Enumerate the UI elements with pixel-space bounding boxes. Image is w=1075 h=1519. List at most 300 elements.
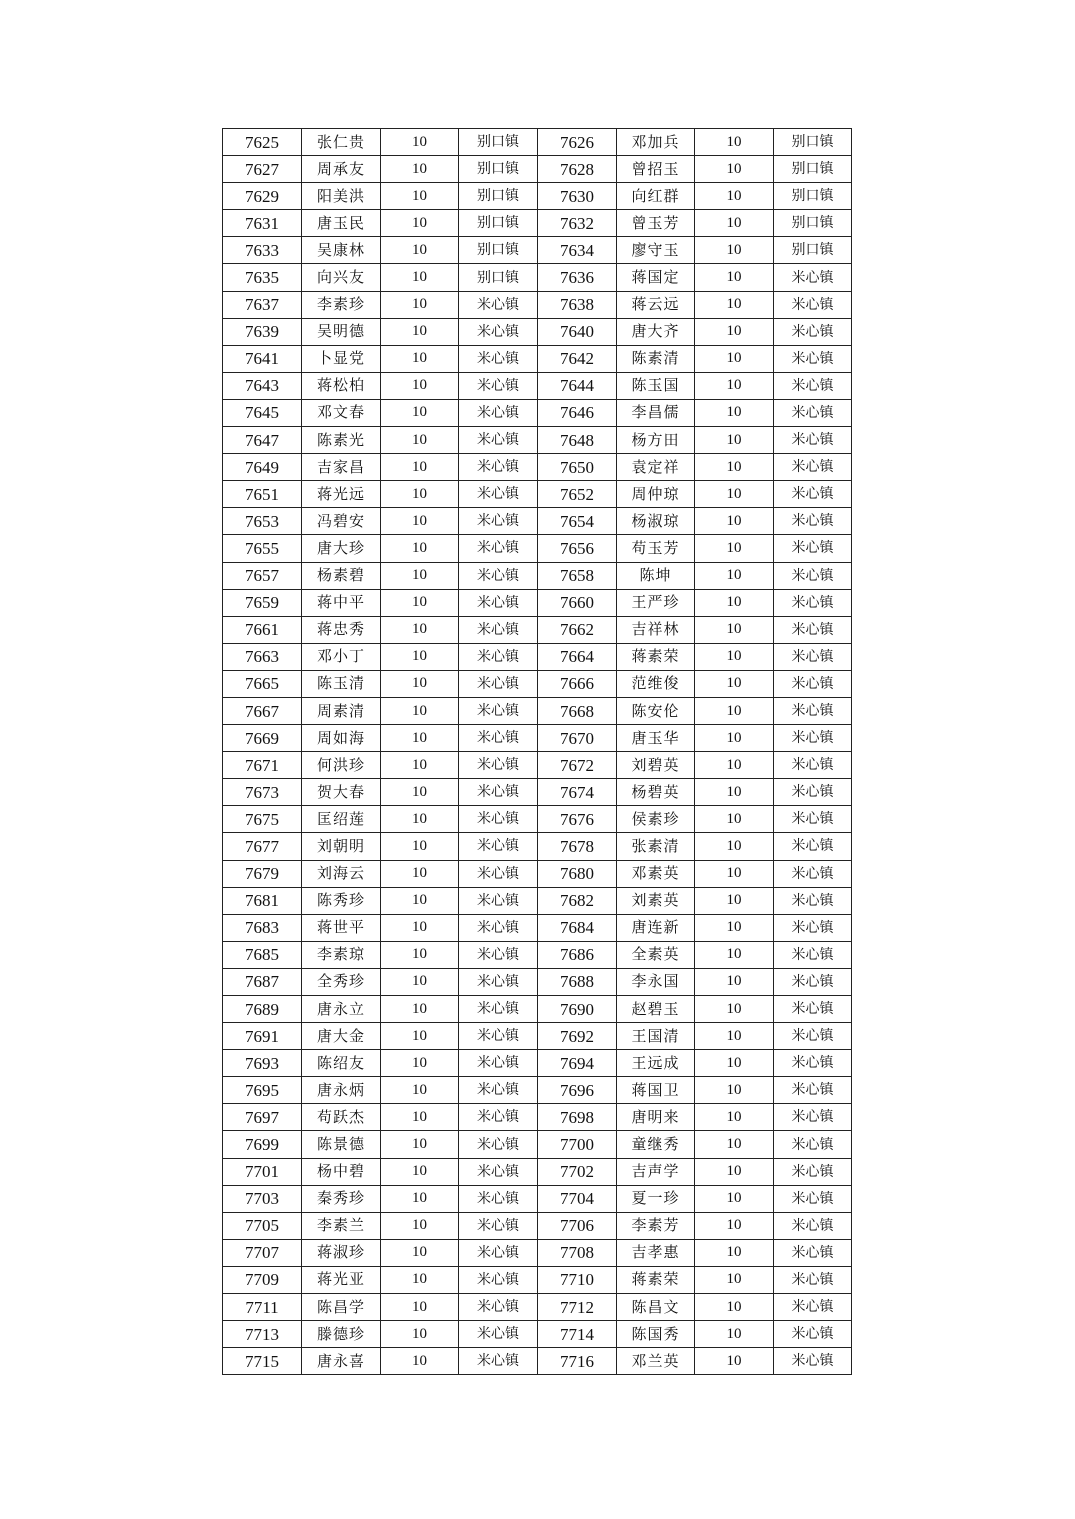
- id-cell: 7632: [538, 210, 617, 237]
- table-row: [223, 670, 852, 697]
- amount-cell: 10: [695, 616, 774, 643]
- amount-cell: 10: [381, 860, 459, 887]
- name-cell: 全素英: [617, 941, 695, 968]
- amount-cell: 10: [695, 1104, 774, 1131]
- town-cell: 米心镇: [774, 887, 852, 914]
- id-cell: 7630: [538, 183, 617, 210]
- amount-cell: 10: [381, 345, 459, 372]
- amount-cell: 10: [381, 1212, 459, 1239]
- table-row: [223, 1212, 852, 1239]
- town-cell: 米心镇: [459, 1023, 538, 1050]
- name-cell: 杨方田: [617, 427, 695, 454]
- name-cell: 张素清: [617, 833, 695, 860]
- amount-cell: 10: [381, 1239, 459, 1266]
- name-cell: 吴明德: [302, 318, 381, 345]
- table-row: [223, 1077, 852, 1104]
- amount-cell: 10: [695, 399, 774, 426]
- name-cell: 李素珍: [302, 291, 381, 318]
- id-cell: 7703: [223, 1185, 302, 1212]
- name-cell: 蒋世平: [302, 914, 381, 941]
- amount-cell: 10: [695, 183, 774, 210]
- name-cell: 贺大春: [302, 779, 381, 806]
- table-row: [223, 562, 852, 589]
- town-cell: 米心镇: [459, 589, 538, 616]
- town-cell: 米心镇: [459, 860, 538, 887]
- amount-cell: 10: [695, 1294, 774, 1321]
- id-cell: 7685: [223, 941, 302, 968]
- town-cell: 米心镇: [459, 372, 538, 399]
- id-cell: 7706: [538, 1212, 617, 1239]
- town-cell: 米心镇: [774, 1050, 852, 1077]
- town-cell: 米心镇: [459, 887, 538, 914]
- table-row: [223, 941, 852, 968]
- name-cell: 蒋中平: [302, 589, 381, 616]
- table-body: [223, 129, 852, 1375]
- id-cell: 7684: [538, 914, 617, 941]
- name-cell: 吉家昌: [302, 454, 381, 481]
- name-cell: 邓兰英: [617, 1348, 695, 1375]
- id-cell: 7714: [538, 1321, 617, 1348]
- id-cell: 7664: [538, 643, 617, 670]
- name-cell: 杨碧英: [617, 779, 695, 806]
- table-row: [223, 806, 852, 833]
- table-row: [223, 1239, 852, 1266]
- id-cell: 7649: [223, 454, 302, 481]
- amount-cell: 10: [695, 237, 774, 264]
- town-cell: 米心镇: [774, 508, 852, 535]
- name-cell: 侯素珍: [617, 806, 695, 833]
- amount-cell: 10: [695, 779, 774, 806]
- id-cell: 7681: [223, 887, 302, 914]
- name-cell: 陈景德: [302, 1131, 381, 1158]
- town-cell: 米心镇: [774, 562, 852, 589]
- town-cell: 米心镇: [774, 779, 852, 806]
- town-cell: 米心镇: [459, 318, 538, 345]
- amount-cell: 10: [695, 264, 774, 291]
- town-cell: 别口镇: [459, 264, 538, 291]
- town-cell: 米心镇: [774, 914, 852, 941]
- id-cell: 7700: [538, 1131, 617, 1158]
- town-cell: 米心镇: [774, 1185, 852, 1212]
- id-cell: 7641: [223, 345, 302, 372]
- amount-cell: 10: [381, 508, 459, 535]
- amount-cell: 10: [381, 427, 459, 454]
- id-cell: 7707: [223, 1239, 302, 1266]
- amount-cell: 10: [381, 643, 459, 670]
- amount-cell: 10: [695, 643, 774, 670]
- name-cell: 陈国秀: [617, 1321, 695, 1348]
- id-cell: 7637: [223, 291, 302, 318]
- town-cell: 米心镇: [459, 725, 538, 752]
- amount-cell: 10: [695, 372, 774, 399]
- name-cell: 匡绍莲: [302, 806, 381, 833]
- table-row: [223, 264, 852, 291]
- town-cell: 米心镇: [774, 1077, 852, 1104]
- table-row: [223, 454, 852, 481]
- id-cell: 7636: [538, 264, 617, 291]
- table-row: [223, 1158, 852, 1185]
- id-cell: 7656: [538, 535, 617, 562]
- id-cell: 7658: [538, 562, 617, 589]
- town-cell: 别口镇: [459, 156, 538, 183]
- name-cell: 周如海: [302, 725, 381, 752]
- town-cell: 米心镇: [459, 806, 538, 833]
- id-cell: 7673: [223, 779, 302, 806]
- amount-cell: 10: [695, 914, 774, 941]
- amount-cell: 10: [381, 535, 459, 562]
- id-cell: 7666: [538, 670, 617, 697]
- table-row: [223, 1050, 852, 1077]
- town-cell: 米心镇: [774, 427, 852, 454]
- town-cell: 米心镇: [459, 1294, 538, 1321]
- amount-cell: 10: [381, 399, 459, 426]
- id-cell: 7640: [538, 318, 617, 345]
- amount-cell: 10: [695, 887, 774, 914]
- id-cell: 7662: [538, 616, 617, 643]
- town-cell: 米心镇: [774, 1158, 852, 1185]
- amount-cell: 10: [381, 616, 459, 643]
- id-cell: 7683: [223, 914, 302, 941]
- amount-cell: 10: [695, 996, 774, 1023]
- name-cell: 吉祥林: [617, 616, 695, 643]
- amount-cell: 10: [695, 454, 774, 481]
- id-cell: 7668: [538, 697, 617, 724]
- name-cell: 杨素碧: [302, 562, 381, 589]
- name-cell: 吴康林: [302, 237, 381, 264]
- id-cell: 7633: [223, 237, 302, 264]
- town-cell: 米心镇: [774, 1348, 852, 1375]
- id-cell: 7694: [538, 1050, 617, 1077]
- id-cell: 7674: [538, 779, 617, 806]
- id-cell: 7642: [538, 345, 617, 372]
- name-cell: 陈安伦: [617, 697, 695, 724]
- id-cell: 7634: [538, 237, 617, 264]
- name-cell: 陈素清: [617, 345, 695, 372]
- id-cell: 7702: [538, 1158, 617, 1185]
- amount-cell: 10: [695, 508, 774, 535]
- town-cell: 米心镇: [459, 643, 538, 670]
- amount-cell: 10: [381, 210, 459, 237]
- name-cell: 苟玉芳: [617, 535, 695, 562]
- town-cell: 米心镇: [774, 1212, 852, 1239]
- table-row: [223, 535, 852, 562]
- id-cell: 7680: [538, 860, 617, 887]
- town-cell: 米心镇: [774, 643, 852, 670]
- town-cell: 米心镇: [459, 1266, 538, 1293]
- amount-cell: 10: [695, 1212, 774, 1239]
- id-cell: 7657: [223, 562, 302, 589]
- id-cell: 7693: [223, 1050, 302, 1077]
- id-cell: 7626: [538, 129, 617, 156]
- table-row: [223, 752, 852, 779]
- id-cell: 7699: [223, 1131, 302, 1158]
- town-cell: 米心镇: [459, 1212, 538, 1239]
- town-cell: 米心镇: [459, 779, 538, 806]
- amount-cell: 10: [381, 1294, 459, 1321]
- town-cell: 米心镇: [459, 833, 538, 860]
- amount-cell: 10: [695, 806, 774, 833]
- town-cell: 米心镇: [459, 1321, 538, 1348]
- amount-cell: 10: [381, 914, 459, 941]
- name-cell: 冯碧安: [302, 508, 381, 535]
- id-cell: 7643: [223, 372, 302, 399]
- id-cell: 7677: [223, 833, 302, 860]
- id-cell: 7690: [538, 996, 617, 1023]
- amount-cell: 10: [381, 1321, 459, 1348]
- table-row: [223, 291, 852, 318]
- name-cell: 王远成: [617, 1050, 695, 1077]
- town-cell: 米心镇: [459, 1158, 538, 1185]
- town-cell: 米心镇: [774, 670, 852, 697]
- id-cell: 7708: [538, 1239, 617, 1266]
- table-row: [223, 399, 852, 426]
- town-cell: 米心镇: [459, 1239, 538, 1266]
- table-row: [223, 481, 852, 508]
- name-cell: 李素兰: [302, 1212, 381, 1239]
- name-cell: 吉声学: [617, 1158, 695, 1185]
- table-row: [223, 589, 852, 616]
- town-cell: 米心镇: [459, 670, 538, 697]
- id-cell: 7625: [223, 129, 302, 156]
- table-row: [223, 345, 852, 372]
- name-cell: 唐玉民: [302, 210, 381, 237]
- town-cell: 别口镇: [459, 210, 538, 237]
- town-cell: 别口镇: [774, 129, 852, 156]
- town-cell: 米心镇: [459, 1185, 538, 1212]
- amount-cell: 10: [381, 372, 459, 399]
- name-cell: 何洪珍: [302, 752, 381, 779]
- id-cell: 7686: [538, 941, 617, 968]
- town-cell: 米心镇: [774, 1104, 852, 1131]
- town-cell: 米心镇: [774, 616, 852, 643]
- town-cell: 米心镇: [774, 697, 852, 724]
- amount-cell: 10: [695, 318, 774, 345]
- id-cell: 7651: [223, 481, 302, 508]
- name-cell: 王国清: [617, 1023, 695, 1050]
- table-row: [223, 968, 852, 995]
- amount-cell: 10: [695, 589, 774, 616]
- name-cell: 邓加兵: [617, 129, 695, 156]
- id-cell: 7675: [223, 806, 302, 833]
- amount-cell: 10: [695, 1158, 774, 1185]
- id-cell: 7701: [223, 1158, 302, 1185]
- amount-cell: 10: [381, 670, 459, 697]
- id-cell: 7697: [223, 1104, 302, 1131]
- name-cell: 邓文春: [302, 399, 381, 426]
- name-cell: 向兴友: [302, 264, 381, 291]
- table-row: [223, 1266, 852, 1293]
- amount-cell: 10: [381, 1348, 459, 1375]
- amount-cell: 10: [381, 806, 459, 833]
- id-cell: 7669: [223, 725, 302, 752]
- id-cell: 7691: [223, 1023, 302, 1050]
- name-cell: 邓小丁: [302, 643, 381, 670]
- table-row: [223, 210, 852, 237]
- name-cell: 唐大齐: [617, 318, 695, 345]
- amount-cell: 10: [695, 968, 774, 995]
- town-cell: 米心镇: [774, 481, 852, 508]
- amount-cell: 10: [695, 156, 774, 183]
- id-cell: 7644: [538, 372, 617, 399]
- amount-cell: 10: [381, 1023, 459, 1050]
- amount-cell: 10: [381, 291, 459, 318]
- id-cell: 7653: [223, 508, 302, 535]
- amount-cell: 10: [381, 129, 459, 156]
- name-cell: 唐大金: [302, 1023, 381, 1050]
- table-row: [223, 372, 852, 399]
- id-cell: 7650: [538, 454, 617, 481]
- id-cell: 7715: [223, 1348, 302, 1375]
- id-cell: 7655: [223, 535, 302, 562]
- amount-cell: 10: [695, 860, 774, 887]
- roster-table: [222, 128, 852, 1375]
- id-cell: 7631: [223, 210, 302, 237]
- id-cell: 7659: [223, 589, 302, 616]
- name-cell: 蒋忠秀: [302, 616, 381, 643]
- table-row: [223, 1023, 852, 1050]
- amount-cell: 10: [381, 779, 459, 806]
- name-cell: 蒋淑珍: [302, 1239, 381, 1266]
- amount-cell: 10: [695, 697, 774, 724]
- town-cell: 米心镇: [774, 454, 852, 481]
- table-row: [223, 508, 852, 535]
- id-cell: 7711: [223, 1294, 302, 1321]
- amount-cell: 10: [381, 1104, 459, 1131]
- table-row: [223, 616, 852, 643]
- table-row: [223, 860, 852, 887]
- id-cell: 7645: [223, 399, 302, 426]
- id-cell: 7710: [538, 1266, 617, 1293]
- name-cell: 唐永喜: [302, 1348, 381, 1375]
- name-cell: 刘碧英: [617, 752, 695, 779]
- amount-cell: 10: [381, 1266, 459, 1293]
- amount-cell: 10: [381, 697, 459, 724]
- town-cell: 米心镇: [459, 454, 538, 481]
- name-cell: 向红群: [617, 183, 695, 210]
- name-cell: 陈昌文: [617, 1294, 695, 1321]
- town-cell: 米心镇: [459, 535, 538, 562]
- id-cell: 7652: [538, 481, 617, 508]
- id-cell: 7628: [538, 156, 617, 183]
- name-cell: 卜显党: [302, 345, 381, 372]
- name-cell: 唐大珍: [302, 535, 381, 562]
- table-row: [223, 779, 852, 806]
- table-row: [223, 427, 852, 454]
- id-cell: 7667: [223, 697, 302, 724]
- name-cell: 李永国: [617, 968, 695, 995]
- name-cell: 周仲琼: [617, 481, 695, 508]
- town-cell: 米心镇: [459, 616, 538, 643]
- town-cell: 米心镇: [459, 1131, 538, 1158]
- id-cell: 7698: [538, 1104, 617, 1131]
- table-row: [223, 914, 852, 941]
- town-cell: 米心镇: [774, 589, 852, 616]
- town-cell: 米心镇: [774, 996, 852, 1023]
- amount-cell: 10: [695, 725, 774, 752]
- amount-cell: 10: [695, 129, 774, 156]
- town-cell: 米心镇: [774, 1131, 852, 1158]
- town-cell: 米心镇: [774, 752, 852, 779]
- name-cell: 陈昌学: [302, 1294, 381, 1321]
- town-cell: 米心镇: [459, 752, 538, 779]
- id-cell: 7679: [223, 860, 302, 887]
- town-cell: 米心镇: [459, 941, 538, 968]
- name-cell: 周承友: [302, 156, 381, 183]
- name-cell: 唐永立: [302, 996, 381, 1023]
- town-cell: 米心镇: [774, 1239, 852, 1266]
- id-cell: 7661: [223, 616, 302, 643]
- table-row: [223, 318, 852, 345]
- id-cell: 7678: [538, 833, 617, 860]
- town-cell: 米心镇: [774, 860, 852, 887]
- town-cell: 米心镇: [459, 1104, 538, 1131]
- name-cell: 蒋光远: [302, 481, 381, 508]
- table-row: [223, 643, 852, 670]
- amount-cell: 10: [695, 1023, 774, 1050]
- name-cell: 秦秀珍: [302, 1185, 381, 1212]
- table-row: [223, 697, 852, 724]
- id-cell: 7639: [223, 318, 302, 345]
- town-cell: 米心镇: [459, 399, 538, 426]
- id-cell: 7687: [223, 968, 302, 995]
- town-cell: 米心镇: [459, 481, 538, 508]
- name-cell: 周素清: [302, 697, 381, 724]
- amount-cell: 10: [381, 1158, 459, 1185]
- name-cell: 李素芳: [617, 1212, 695, 1239]
- name-cell: 廖守玉: [617, 237, 695, 264]
- table-row: [223, 1294, 852, 1321]
- id-cell: 7705: [223, 1212, 302, 1239]
- id-cell: 7676: [538, 806, 617, 833]
- name-cell: 童继秀: [617, 1131, 695, 1158]
- id-cell: 7665: [223, 670, 302, 697]
- town-cell: 米心镇: [774, 968, 852, 995]
- name-cell: 陈素光: [302, 427, 381, 454]
- town-cell: 米心镇: [459, 1348, 538, 1375]
- amount-cell: 10: [381, 887, 459, 914]
- town-cell: 米心镇: [459, 968, 538, 995]
- town-cell: 米心镇: [459, 508, 538, 535]
- id-cell: 7647: [223, 427, 302, 454]
- amount-cell: 10: [695, 291, 774, 318]
- town-cell: 别口镇: [459, 237, 538, 264]
- name-cell: 陈坤: [617, 562, 695, 589]
- amount-cell: 10: [695, 481, 774, 508]
- name-cell: 王严珍: [617, 589, 695, 616]
- name-cell: 蒋松柏: [302, 372, 381, 399]
- id-cell: 7713: [223, 1321, 302, 1348]
- name-cell: 唐明来: [617, 1104, 695, 1131]
- name-cell: 唐永炳: [302, 1077, 381, 1104]
- name-cell: 张仁贵: [302, 129, 381, 156]
- amount-cell: 10: [381, 481, 459, 508]
- id-cell: 7635: [223, 264, 302, 291]
- town-cell: 米心镇: [774, 318, 852, 345]
- amount-cell: 10: [695, 941, 774, 968]
- amount-cell: 10: [695, 1077, 774, 1104]
- table-row: [223, 1104, 852, 1131]
- name-cell: 邓素英: [617, 860, 695, 887]
- town-cell: 米心镇: [459, 1050, 538, 1077]
- name-cell: 杨中碧: [302, 1158, 381, 1185]
- id-cell: 7689: [223, 996, 302, 1023]
- amount-cell: 10: [695, 1348, 774, 1375]
- amount-cell: 10: [695, 210, 774, 237]
- amount-cell: 10: [381, 589, 459, 616]
- table-row: [223, 1348, 852, 1375]
- name-cell: 唐玉华: [617, 725, 695, 752]
- name-cell: 刘海云: [302, 860, 381, 887]
